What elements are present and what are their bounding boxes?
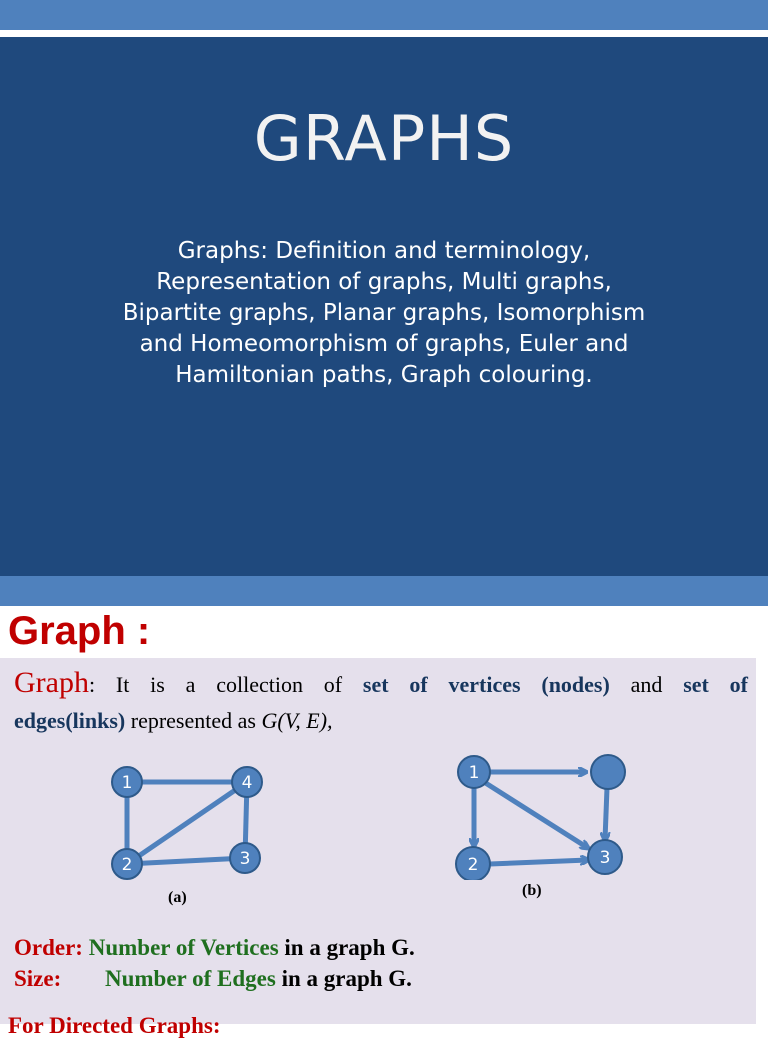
section-heading: Graph : (8, 609, 151, 653)
arc-2-to-3 (490, 860, 588, 864)
top-divider (0, 30, 768, 37)
node-label: 3 (599, 848, 611, 868)
definition-edges: edges(links) (14, 708, 126, 733)
subtitle-line: Bipartite graphs, Planar graphs, Isomorphism (122, 300, 646, 326)
subtitle-line: Graphs: Definition and terminology, (177, 238, 591, 264)
order-highlight: Number of Vertices (88, 935, 279, 960)
subtitle-line: and Homeomorphism of graphs, Euler and (139, 331, 629, 357)
slide-subtitle (60, 236, 708, 391)
node-unlabeled (591, 755, 625, 789)
edge-2-3 (127, 858, 245, 864)
node-label: 2 (467, 855, 479, 875)
arc-top-right-to-3 (605, 788, 607, 840)
node-label: 2 (121, 855, 133, 875)
size-label: Size: (14, 966, 62, 991)
definition-line-1 (14, 666, 748, 701)
node-label: 1 (468, 763, 480, 783)
size-highlight: Number of Edges (105, 966, 276, 991)
definition-text: It is a collection of (95, 672, 363, 697)
subtitle-line: Hamiltonian paths, Graph colouring. (175, 362, 593, 388)
edge-2-4 (127, 782, 247, 864)
definition-math: G(V, E), (261, 708, 333, 733)
order-line (14, 932, 415, 963)
size-rest: in a graph G. (275, 966, 412, 991)
definition-text: and (609, 672, 684, 697)
graph-figure-a (100, 760, 280, 890)
bottom-accent-band (0, 576, 768, 606)
directed-graphs-heading: For Directed Graphs: (8, 1013, 221, 1038)
subtitle-line: Representation of graphs, Multi graphs, (156, 269, 612, 295)
definition-text: represented as (125, 708, 262, 733)
order-label: Order: (14, 935, 83, 960)
node-label: 1 (121, 773, 133, 793)
figure-b-caption: (b) (522, 882, 542, 899)
top-accent-band (0, 0, 768, 30)
arc-1-to-3 (484, 782, 588, 848)
figure-a-caption: (a) (168, 889, 187, 906)
order-rest: in a graph G. (278, 935, 415, 960)
graph-figure-b (440, 750, 640, 880)
definition-line-2 (14, 704, 333, 737)
definition-colon: : (88, 672, 96, 697)
node-label: 4 (241, 773, 253, 793)
definition-term: Graph (14, 666, 89, 699)
panel-edge (756, 606, 768, 1024)
definition-vertices: set of vertices (nodes) (362, 672, 610, 697)
definition-set-of: set of (683, 672, 749, 697)
size-line (14, 963, 412, 994)
node-label: 3 (239, 849, 251, 869)
slide-title: GRAPHS (253, 102, 515, 175)
